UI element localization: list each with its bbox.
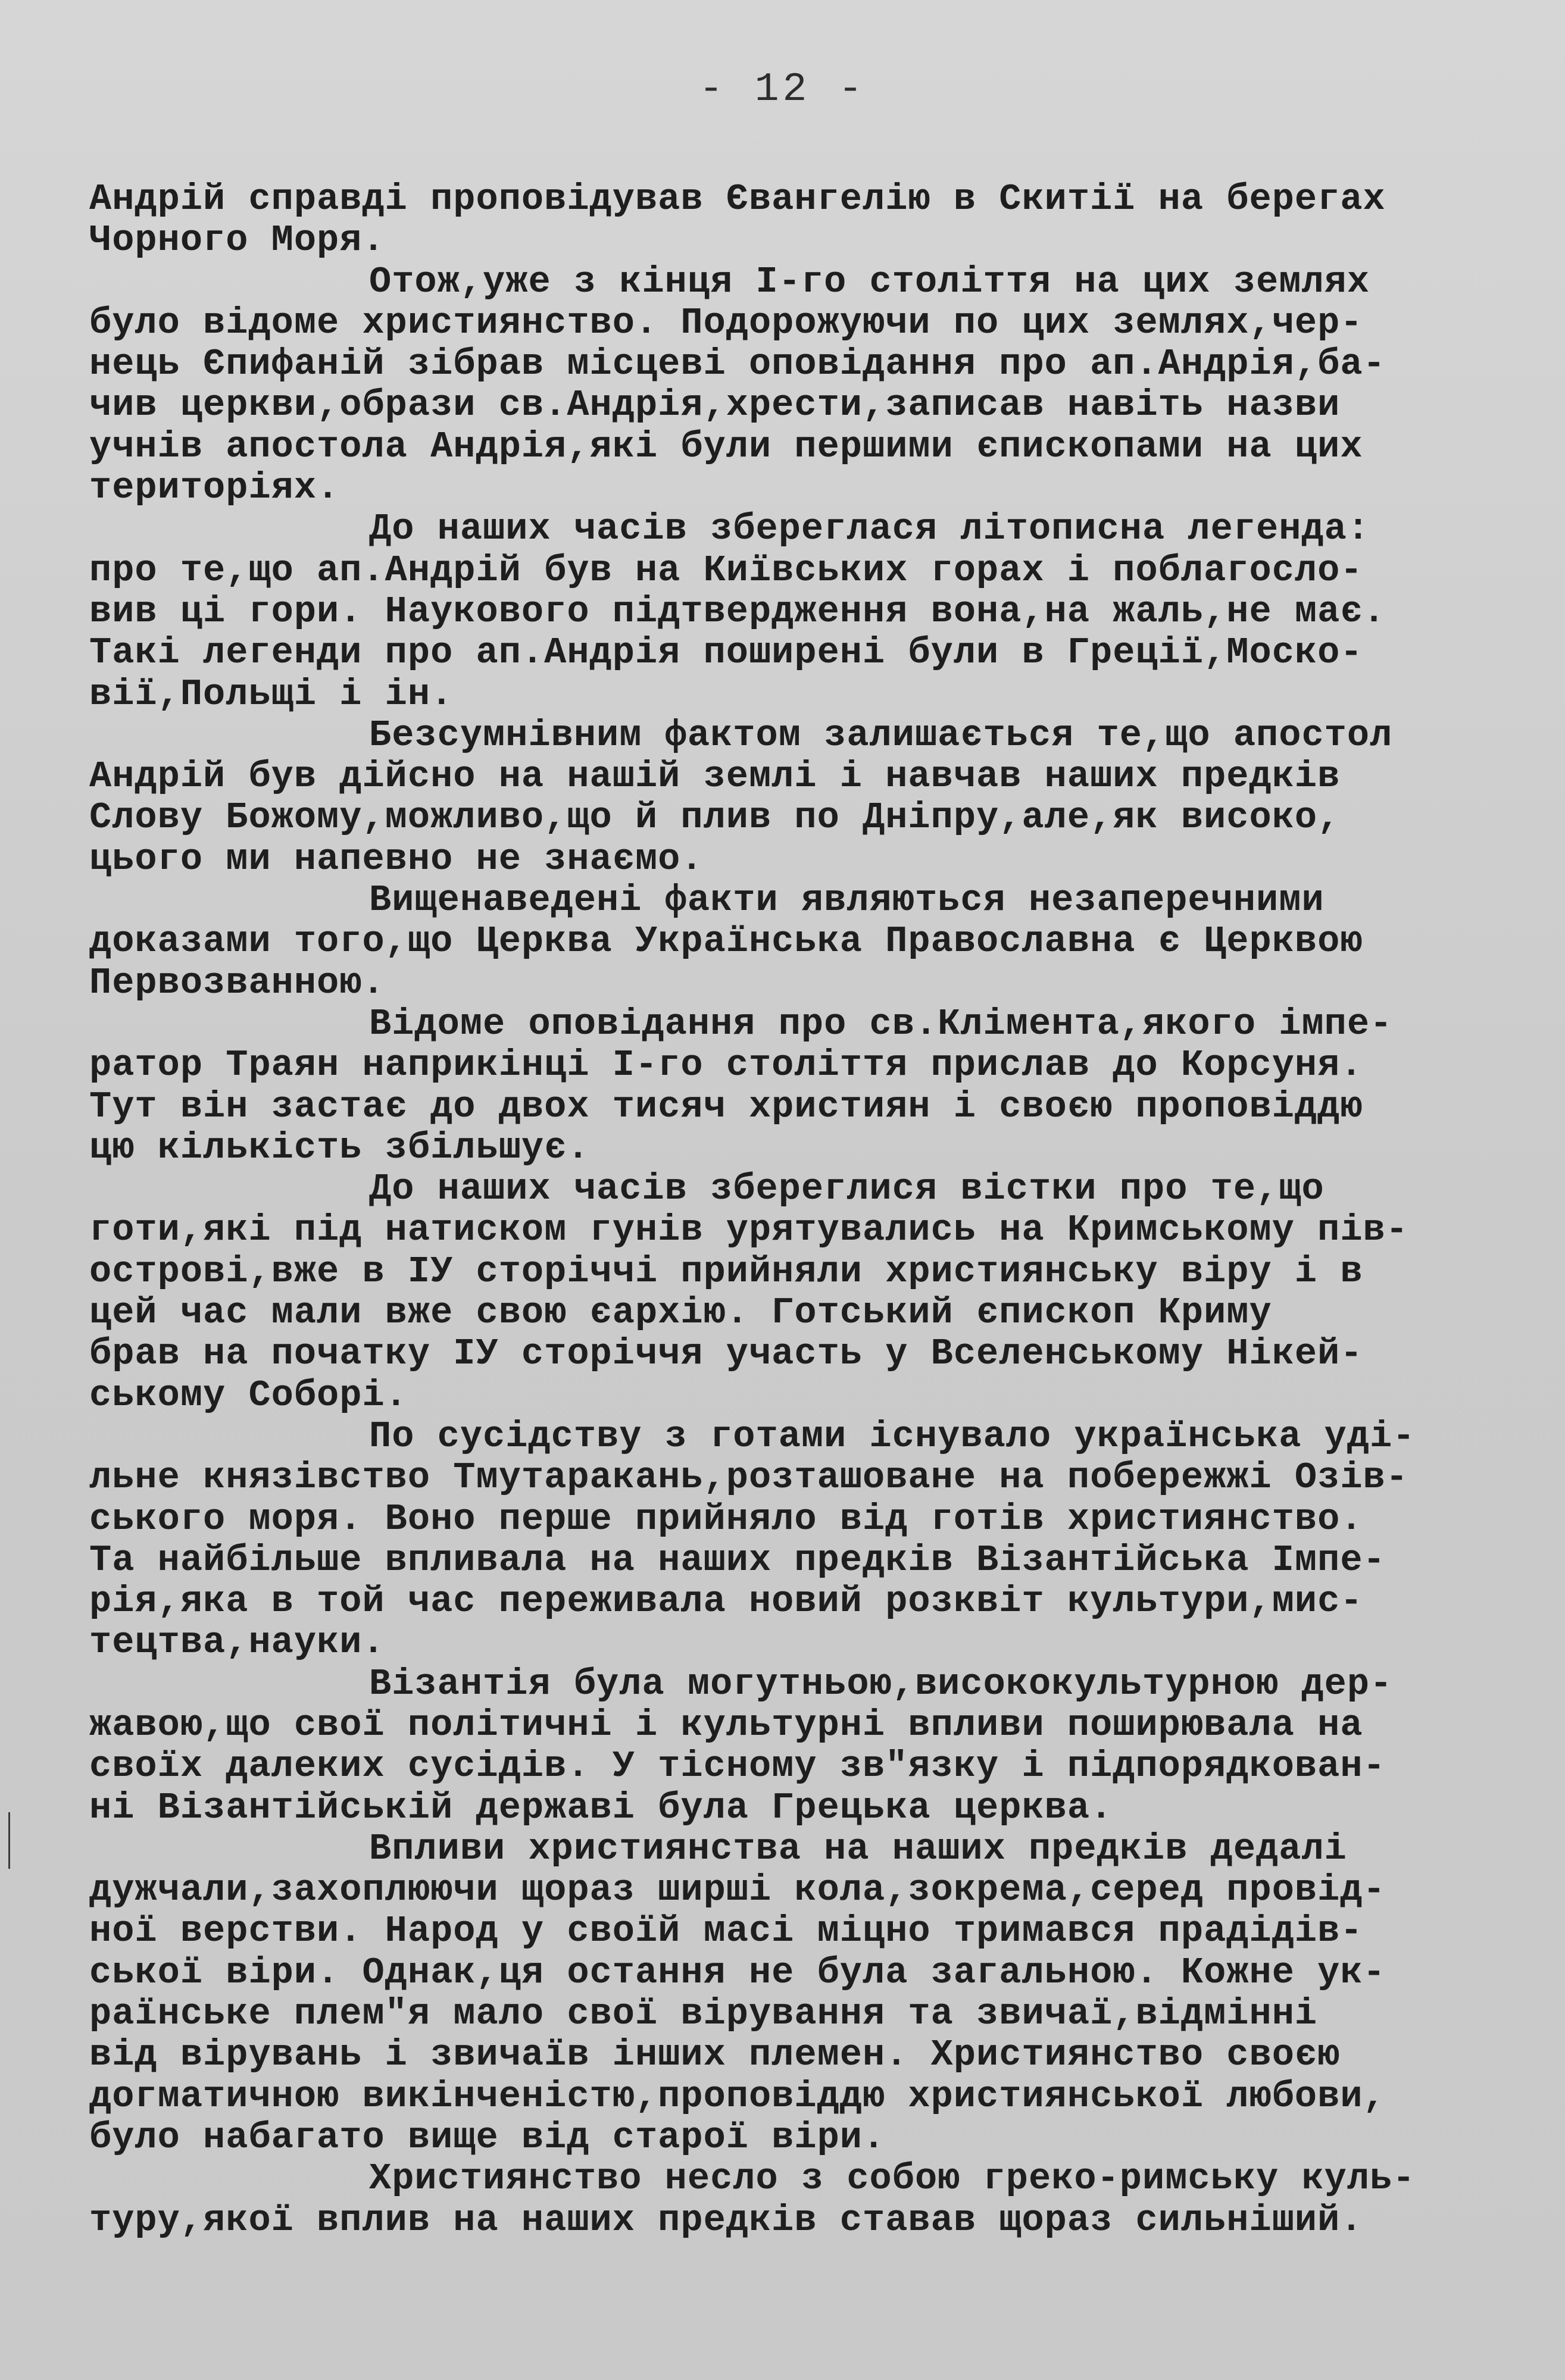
text-line: ського моря. Воно перше прийняло від готів християнство. [89,1497,1363,1540]
text-line: тецтва,науки. [89,1621,385,1664]
document-body [89,179,1518,2241]
text-line: острові,вже в ІУ сторіччі прийняли християнську віру і в [89,1250,1363,1293]
text-line: вив ці гори. Наукового підтвердження вона,на жаль,не має. [89,590,1386,633]
text-line: Андрій був дійсно на нашій землі і навчав наших предків [89,755,1341,798]
text-line: жавою,що свої політичні і культурні впливи поширювала на [89,1703,1363,1746]
text-line: було набагато вище від старої віри. [89,2116,886,2159]
text-line: Безсумнівним фактом залишається те,що апостол [369,714,1393,756]
text-line: раїнське плем"я мало свої вірування та звичаї,відмінні [89,1993,1318,2035]
text-line: рія,яка в той час переживала новий розквіт культури,мис- [89,1580,1363,1623]
text-line: До наших часів збереглися вістки про те,що [369,1168,1325,1211]
margin-mark [8,1812,10,1869]
text-line: Тут він застає до двох тисяч християн і своєю проповіддю [89,1085,1363,1128]
text-line: Чорного Моря. [89,219,385,262]
text-line: догматичною викінченістю,проповіддю християнської любови, [89,2075,1386,2118]
text-line: готи,які під натиском гунів урятувались на Кримському пів- [89,1209,1408,1252]
text-line: брав на початку ІУ сторіччя участь у Вселенському Нікей- [89,1333,1363,1375]
text-line: По сусідству з готами існувало українська уді- [369,1415,1416,1458]
text-line: Слову Божому,можливо,що й плив по Дніпру,але,як високо, [89,796,1341,839]
text-line: Християнство несло з собою греко-римську куль- [369,2157,1416,2200]
text-line: Відоме оповідання про св.Клімента,якого імпе- [369,1002,1393,1045]
text-line: вії,Польщі і ін. [89,673,454,715]
text-line: цей час мали вже свою єархію. Готський єпископ Криму [89,1291,1272,1334]
text-line: своїх далеких сусідів. У тісному зв"язку і підпорядкован- [89,1745,1386,1788]
text-line: цього ми напевно не знаємо. [89,837,704,880]
text-line: ні Візантійській державі була Грецька церква. [89,1786,1113,1829]
text-line: Та найбільше впливала на наших предків Візантійська Імпе- [89,1538,1386,1581]
text-line: територіях. [89,467,340,509]
text-line: Андрій справді проповідував Євангелію в Скитії на берегах [89,178,1386,220]
text-line: доказами того,що Церква Українська Православна є Церквою [89,920,1363,963]
text-line: було відоме християнство. Подорожуючи по цих землях,чер- [89,301,1363,344]
text-line: туру,якої вплив на наших предків ставав щораз сильніший. [89,2198,1363,2241]
text-line: Первозванною. [89,961,385,1004]
text-line: нець Єпифаній зібрав місцеві оповідання про ап.Андрія,ба- [89,343,1386,386]
text-line: ратор Траян наприкінці І-го століття прислав до Корсуня. [89,1044,1363,1087]
text-line: Візантія була могутньою,висококультурною дер- [369,1662,1393,1705]
text-line: льне князівство Тмутаракань,розташоване на побережжі Озів- [89,1456,1408,1499]
text-line: дужчали,захоплюючи щораз ширші кола,зокрема,серед провід- [89,1869,1386,1912]
text-line: Вищенаведені факти являються незаперечними [369,879,1325,922]
text-line: учнів апостола Андрія,які були першими єпископами на цих [89,425,1363,468]
text-line: ної верстви. Народ у своїй масі міцно тримався прадідів- [89,1910,1363,1953]
text-line: До наших часів збереглася літописна легенда: [369,508,1370,551]
page-number: - 12 - [699,67,866,112]
text-line: Такі легенди про ап.Андрія поширені були в Греції,Моско- [89,631,1363,674]
text-line: ському Соборі. [89,1374,408,1416]
text-line: Отож,уже з кінця І-го століття на цих землях [369,260,1370,303]
text-line: ської віри. Однак,ця остання не була загальною. Кожне ук- [89,1951,1386,1994]
text-line: цю кількість збільшує. [89,1126,590,1169]
text-line: про те,що ап.Андрій був на Київських горах і поблагосло- [89,549,1363,592]
text-line: чив церкви,образи св.Андрія,хрести,записав навіть назви [89,384,1341,427]
text-line: від вірувань і звичаїв інших племен. Християнство своєю [89,2034,1341,2076]
text-line: Впливи християнства на наших предків дедалі [369,1827,1347,1870]
